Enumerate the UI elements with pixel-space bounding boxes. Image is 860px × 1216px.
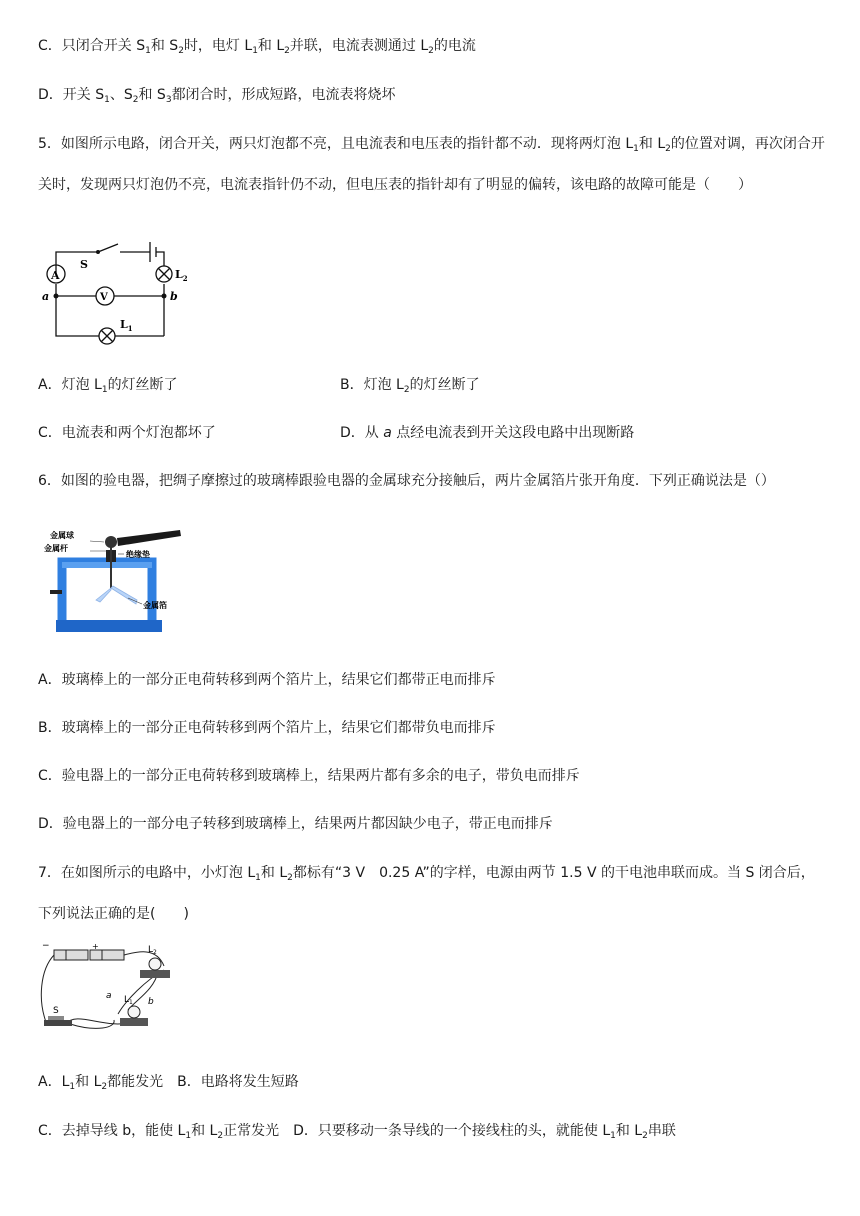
q7-circuit-figure <box>36 940 176 1038</box>
battery-plus-label: + <box>92 942 99 951</box>
q7-stem: 7．在如图所示的电路中，小灯泡 $L_1$和 $L_2$都标有“3 V 0.25 A”的字样，电源由两节 1.5 V 的干电池串联而成。当 S 闭合后，下列说法正确的是( ) <box>38 865 815 922</box>
lamp1-label: $L_1$ <box>120 318 133 333</box>
point-b-label: b <box>170 290 178 303</box>
q7-switch-label: S <box>53 1006 59 1016</box>
rod-label: 金属杆 <box>44 544 68 553</box>
lamp2-label: $L_2$ <box>175 268 188 283</box>
q5-circuit-diagram <box>38 238 198 350</box>
wire-a-label: a <box>106 991 112 1001</box>
q6-stem: 6．如图的验电器，把绸子摩擦过的玻璃棒跟验电器的金属球充分接触后，两片金属箔片张开角度．下列正确说法是（） <box>38 473 775 489</box>
q7-lamp2-label: $L_2$ <box>148 945 157 956</box>
q5-option-a: A．灯泡 $L_1$的灯丝断了 <box>38 377 178 395</box>
q4-option-c: C．只闭合开关 $S_1$和 $S_2$时，电灯 $L_1$和 $L_2$并联，电流表测通过 $L_2$的电流 <box>38 38 476 56</box>
q5-option-d: D．从 a 点经电流表到开关这段电路中出现断路 <box>340 425 635 441</box>
q7-option-ab: A．$L_1$和 $L_2$都能发光 B．电路将发生短路 <box>38 1074 299 1092</box>
point-a-label: a <box>42 290 50 303</box>
q4-option-d: D．开关 $S_1$、$S_2$和 $S_3$都闭合时，形成短路，电流表将烧坏 <box>38 87 396 105</box>
battery-minus-label: − <box>42 941 50 951</box>
q7-lamp1-label: $L_1$ <box>124 995 133 1006</box>
q6-option-b: B．玻璃棒上的一部分正电荷转移到两个箔片上，结果它们都带负电而排斥 <box>38 720 496 736</box>
q6-electroscope-figure <box>40 524 190 636</box>
q5-option-c: C．电流表和两个灯泡都坏了 <box>38 425 216 441</box>
switch-label: S <box>80 258 88 271</box>
q5-option-b: B．灯泡 $L_2$的灯丝断了 <box>340 377 480 395</box>
ball-label: 金属球 <box>50 531 74 540</box>
q6-option-a: A．玻璃棒上的一部分正电荷转移到两个箔片上，结果它们都带正电而排斥 <box>38 672 496 688</box>
q6-option-d: D．验电器上的一部分电子转移到玻璃棒上，结果两片都因缺少电子，带正电而排斥 <box>38 816 553 832</box>
q5-stem: 5．如图所示电路，闭合开关，两只灯泡都不亮，且电流表和电压表的指针都不动．现将两灯泡 $L_1$和 $L_2$的位置对调，再次闭合开关时，发现两只灯泡仍不亮，电流表指针仍不动，但电压表的指针却有了明显的偏转，该电路的故障可能是（ ） <box>38 136 825 193</box>
ammeter-label: A <box>51 269 60 282</box>
wire-b-label: b <box>148 997 154 1007</box>
q7-option-cd: C．去掉导线 b，能使 $L_1$和 $L_2$正常发光 D．只要移动一条导线的一个接线柱的头，就能使 $L_1$和 $L_2$串联 <box>38 1123 676 1141</box>
insulator-label: 绝缘垫 <box>126 550 150 559</box>
q6-option-c: C．验电器上的一部分正电荷转移到玻璃棒上，结果两片都有多余的电子，带负电而排斥 <box>38 768 580 784</box>
foil-label: 金属箔 <box>143 601 167 610</box>
voltmeter-label: V <box>100 292 108 303</box>
